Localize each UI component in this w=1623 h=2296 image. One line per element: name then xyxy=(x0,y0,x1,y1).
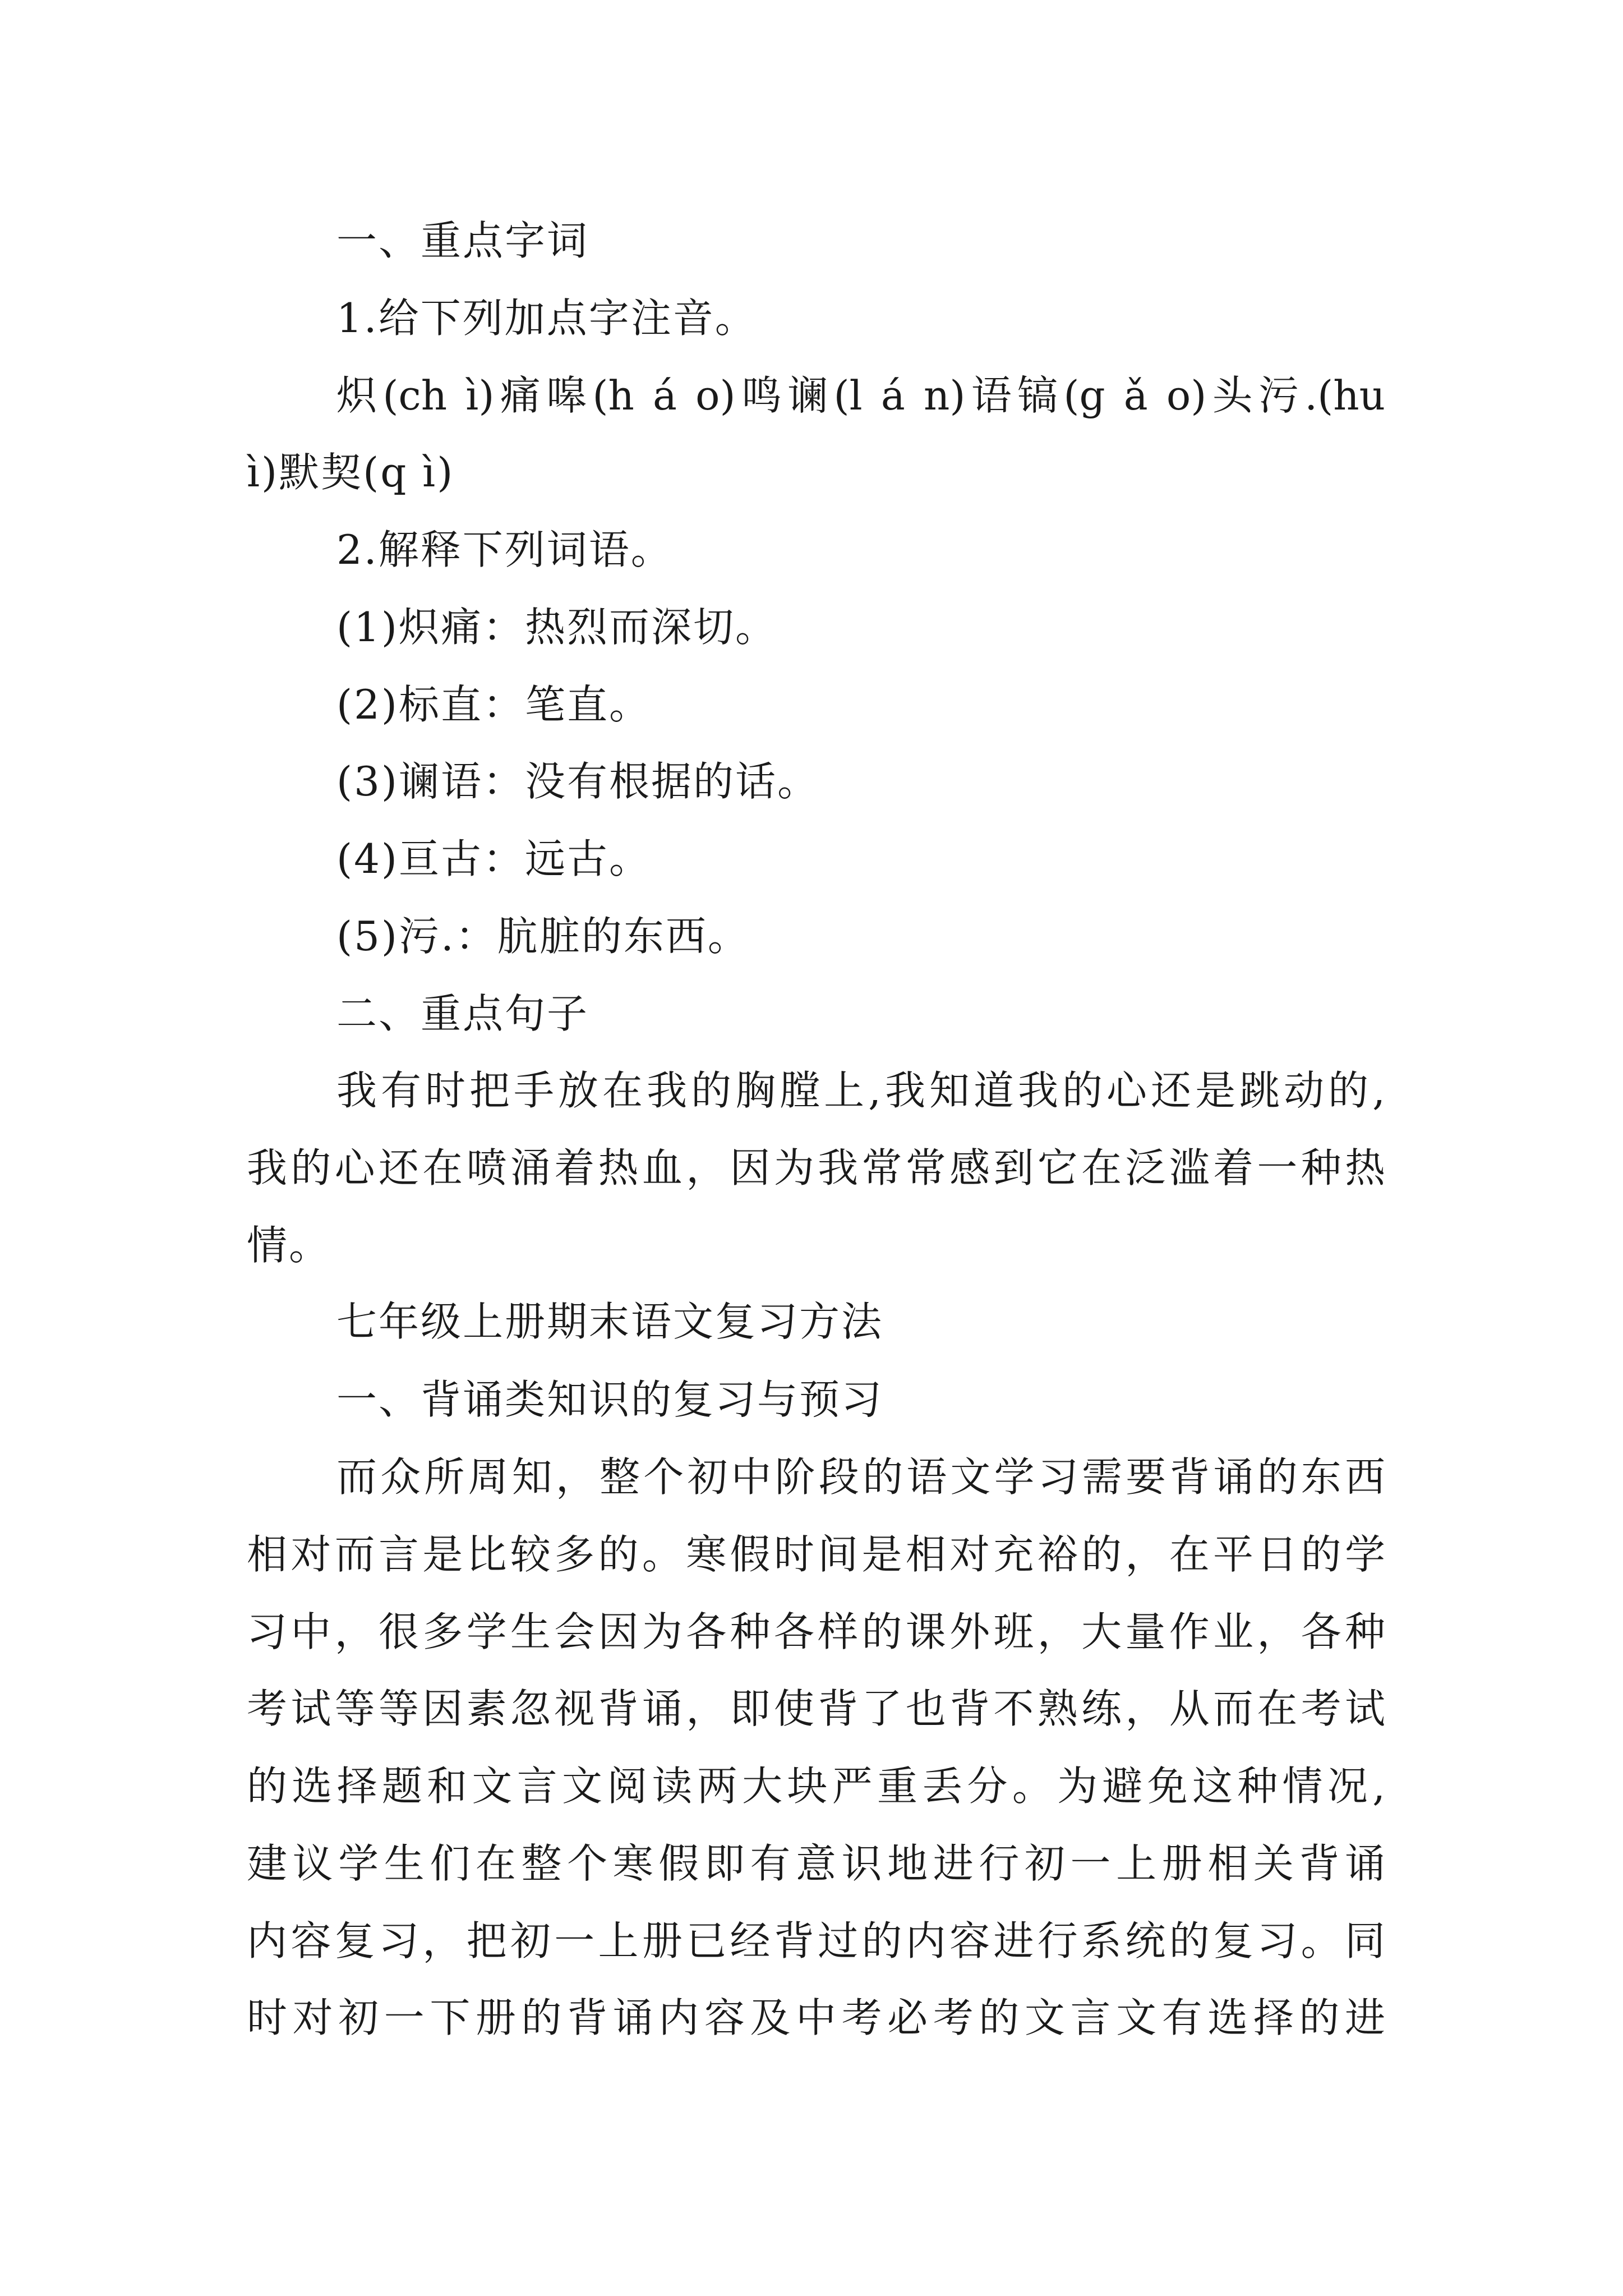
definition-item: (5)污.：肮脏的东西。 xyxy=(336,913,750,960)
article-title: 七年级上册期末语文复习方法 xyxy=(336,1298,884,1345)
article-section1-heading: 一、背诵类知识的复习与预习 xyxy=(336,1376,884,1423)
sentence-line: 我有时把手放在我的胸膛上,我知道我的心还是跳动的, xyxy=(336,1067,1385,1114)
paragraph-line: 内容复习，把初一上册已经背过的内容进行系统的复习。同 xyxy=(247,1917,1385,1964)
question1-pinyin-line1: 炽(ch ì)痛嗥(h á o)鸣谰(l á n)语镐(g ǎ o)头污.(hu xyxy=(336,372,1385,419)
definition-item: (3)谰语：没有根据的话。 xyxy=(336,758,819,805)
paragraph-line: 建议学生们在整个寒假即有意识地进行初一上册相关背诵 xyxy=(247,1840,1385,1887)
sentence-line: 情。 xyxy=(247,1222,331,1269)
question2-prompt: 2.解释下列词语。 xyxy=(336,526,673,573)
definition-item: (4)亘古：远古。 xyxy=(336,835,651,882)
question1-pinyin-line2: ì)默契(q ì) xyxy=(247,449,455,496)
question1-prompt: 1.给下列加点字注音。 xyxy=(336,295,757,342)
paragraph-line: 时对初一下册的背诵内容及中考必考的文言文有选择的进 xyxy=(247,1994,1385,2041)
section2-heading: 二、重点句子 xyxy=(336,990,589,1037)
paragraph-line: 相对而言是比较多的。寒假时间是相对充裕的，在平日的学 xyxy=(247,1531,1385,1578)
paragraph-line: 而众所周知，整个初中阶段的语文学习需要背诵的东西 xyxy=(336,1453,1385,1501)
section1-heading: 一、重点字词 xyxy=(336,217,589,264)
definition-item: (1)炽痛：热烈而深切。 xyxy=(336,604,777,651)
paragraph-line: 的选择题和文言文阅读两大块严重丢分。为避免这种情况, xyxy=(247,1763,1385,1810)
paragraph-line: 考试等等因素忽视背诵，即使背了也背不熟练，从而在考试 xyxy=(247,1685,1385,1732)
definition-item: (2)标直：笔直。 xyxy=(336,681,651,728)
sentence-line: 我的心还在喷涌着热血，因为我常常感到它在泛滥着一种热 xyxy=(247,1144,1385,1191)
paragraph-line: 习中，很多学生会因为各种各样的课外班，大量作业，各种 xyxy=(247,1608,1385,1655)
